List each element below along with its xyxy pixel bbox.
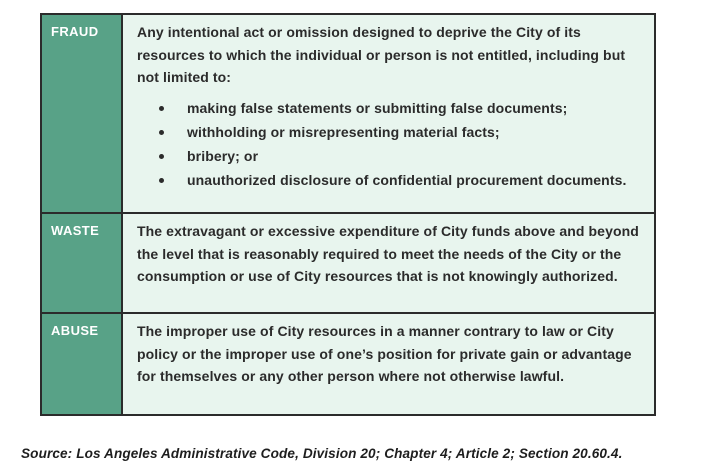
source-citation: Source: Los Angeles Administrative Code, Division 20; Chapter 4; Article 2; Section 20.60.4. [21, 446, 623, 461]
bullet-item: making false statements or submitting false documents; [137, 96, 644, 120]
table-row-abuse [42, 312, 654, 414]
term-cell-abuse: ABUSE [42, 314, 123, 414]
table-row-waste [42, 212, 654, 312]
definition-cell-fraud [123, 15, 654, 212]
definition-cell-waste [123, 214, 654, 312]
waste-definition-text: The extravagant or excessive expenditure of City funds above and beyond the level that is reasonably required to meet the needs of the City or the consumption or use of City resources that is not knowingly authorized. [137, 223, 639, 284]
term-cell-fraud: FRAUD [42, 15, 123, 212]
fraud-bullet-list [137, 96, 644, 192]
table-row-fraud [42, 15, 654, 212]
abuse-definition-text: The improper use of City resources in a manner contrary to law or City policy or the improper use of one’s position for private gain or advantage for themselves or any other person where not otherwise lawful. [137, 323, 632, 384]
term-cell-waste: WASTE [42, 214, 123, 312]
definition-cell-abuse [123, 314, 654, 414]
fraud-definition-text: Any intentional act or omission designed to deprive the City of its resources to which the individual or person is not entitled, including but not limited to: [137, 24, 626, 85]
fraud-waste-abuse-table [40, 13, 656, 416]
bullet-item: bribery; or [137, 144, 644, 168]
bullet-item: withholding or misrepresenting material facts; [137, 120, 644, 144]
bullet-item: unauthorized disclosure of confidential procurement documents. [137, 168, 644, 192]
